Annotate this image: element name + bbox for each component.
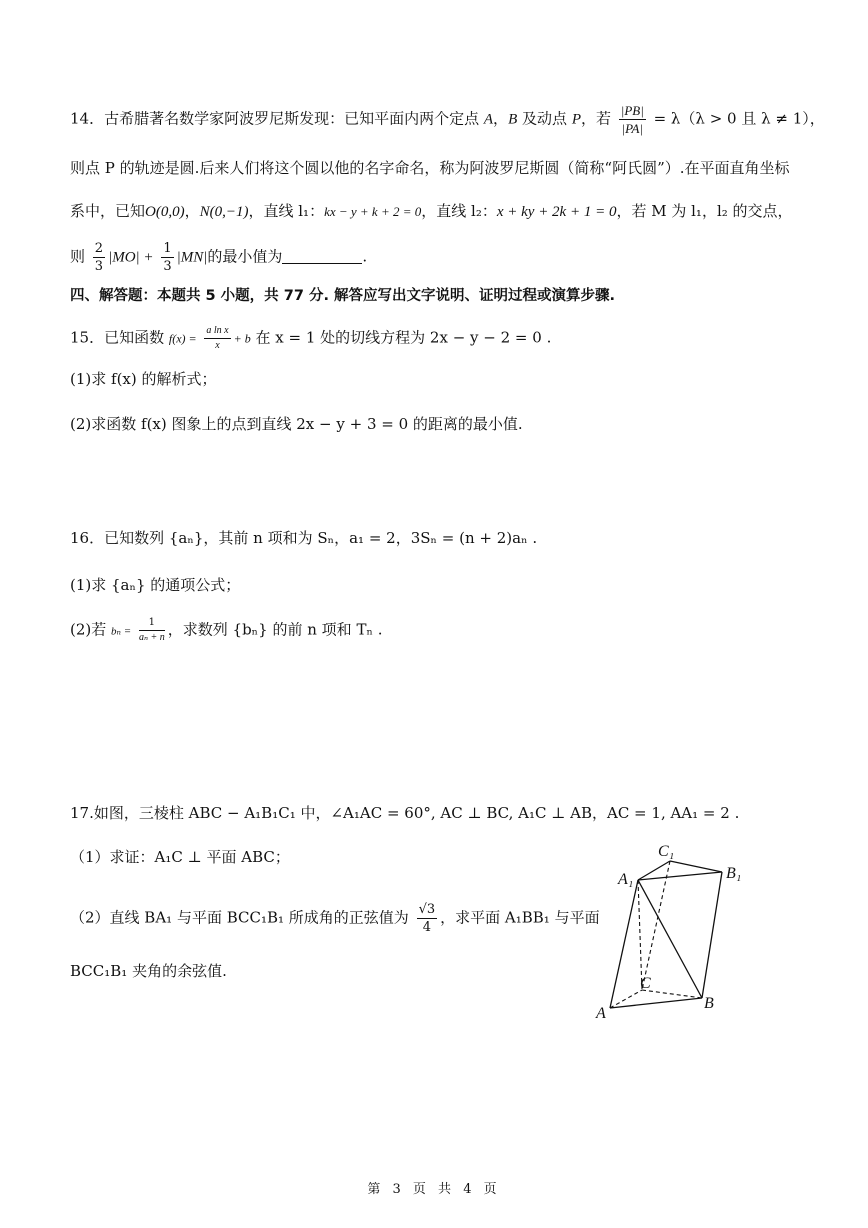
coef-denominator: 3	[163, 259, 172, 274]
q16-text: ，求数列 {bₙ} 的前 n 项和 Tₙ .	[167, 620, 383, 639]
ratio-fraction	[619, 104, 646, 135]
point-p: P	[571, 111, 581, 128]
term-mo: |MO| +	[108, 249, 154, 266]
function-fraction	[204, 326, 230, 351]
q17-intro: 17.如图，三棱柱 ABC − A₁B₁C₁ 中，∠A₁AC = 60°, AC ⊥ BC, A₁C ⊥ AB，AC = 1, AA₁ = 2 .	[70, 804, 740, 822]
q14-text: 则	[70, 247, 86, 266]
q16-intro: 16．已知数列 {aₙ}，其前 n 项和为 Sₙ，a₁ = 2，3Sₙ = (n + 2)aₙ .	[70, 529, 538, 547]
function-denominator: x	[215, 340, 220, 351]
q15-part2: (2)求函数 f(x) 图象上的点到直线 2x − y + 3 = 0 的距离的最小值.	[70, 415, 523, 433]
label-c: C	[640, 975, 651, 992]
line-l1-equation: kx − y + k + 2 = 0	[324, 204, 422, 219]
q17-part2-cont: BCC₁B₁ 夹角的余弦值.	[70, 962, 227, 980]
edge-c1c-hidden	[642, 861, 670, 990]
edge-a1c-hidden	[638, 880, 642, 990]
label-b: B	[704, 995, 714, 1012]
coef-numerator: 2	[94, 241, 104, 256]
q14-text: = λ（λ > 0 且 λ ≠ 1），	[653, 109, 825, 128]
point-n: N(0,−1)	[199, 204, 249, 220]
edge-ab	[610, 998, 702, 1008]
section-header: 四、解答题：本题共 5 小题，共 77 分. 解答应写出文字说明、证明过程或演算步骤.	[70, 288, 616, 304]
q15-text: 15．已知函数	[70, 328, 165, 347]
q15-intro	[70, 326, 551, 351]
q17-part1: （1）求证：A₁C ⊥ 平面 ABC；	[70, 848, 290, 866]
function-lhs: f(x) =	[168, 331, 197, 346]
function-rhs: + b	[233, 331, 251, 346]
sine-fraction	[417, 903, 438, 934]
q14-text: ，直线 l₁：	[248, 202, 325, 220]
q17-part2	[70, 903, 600, 934]
edge-cb-hidden	[642, 990, 702, 998]
q16-text: (2)若	[70, 620, 107, 639]
coef-fraction-1	[93, 242, 105, 273]
point-a: A	[483, 111, 494, 128]
point-o: O(0,0)	[145, 204, 185, 220]
q17-text: ，求平面 A₁BB₁ 与平面	[440, 908, 600, 927]
edge-c1b1	[670, 861, 722, 872]
q14-text: ，直线 l₂：	[421, 202, 497, 220]
coef-numerator: 1	[163, 241, 172, 256]
q14-line-3	[70, 200, 793, 223]
q16-part1: (1)求 {aₙ} 的通项公式；	[70, 576, 241, 594]
label-b1: B₁	[726, 865, 742, 882]
bn-fraction	[139, 618, 165, 643]
sine-numerator: √3	[418, 902, 436, 917]
separator: ，	[493, 109, 509, 128]
prism-figure	[592, 838, 762, 1023]
ratio-numerator: |PB|	[620, 103, 644, 118]
point-b: B	[508, 111, 518, 128]
separator: ，	[184, 202, 200, 220]
coef-denominator: 3	[94, 259, 104, 274]
label-c1: C₁	[658, 843, 675, 860]
q16-part2	[70, 618, 382, 643]
page-footer: 第 3 页 共 4 页	[367, 1182, 501, 1197]
label-a: A	[596, 1005, 606, 1022]
q14-text: 14．古希腊著名数学家阿波罗尼斯发现：已知平面内两个定点	[70, 109, 480, 128]
function-numerator: a ln x	[204, 326, 230, 339]
q14-text: ，若	[580, 109, 611, 128]
label-a1: A₁	[618, 871, 634, 888]
sine-denominator: 4	[422, 920, 431, 935]
edge-b1b	[702, 872, 722, 998]
bn-lhs: bₙ =	[111, 625, 132, 638]
term-mn: |MN|	[176, 249, 208, 266]
q17-text: （2）直线 BA₁ 与平面 BCC₁B₁ 所成角的正弦值为	[70, 908, 409, 927]
q14-line-2: 则点 P 的轨迹是圆.后来人们将这个圆以他的名字命名，称为阿波罗尼斯圆（简称“阿氏圆”）.在平面直角坐标	[70, 159, 790, 177]
edge-a1a	[610, 880, 638, 1008]
answer-blank	[282, 249, 362, 264]
q14-text: 及动点	[522, 109, 568, 128]
q14-text: ，若 M 为 l₁，l₂ 的交点，	[616, 202, 793, 220]
q14-text: 系中，已知	[70, 202, 146, 220]
q14-line-1	[70, 104, 825, 135]
coef-fraction-2	[161, 242, 173, 273]
q14-line-4	[70, 242, 367, 273]
line-l2-equation: x + ky + 2k + 1 = 0	[496, 204, 617, 220]
q14-text: .	[362, 247, 368, 266]
q15-part1: (1)求 f(x) 的解析式；	[70, 370, 217, 388]
bn-denominator: aₙ + n	[138, 632, 165, 643]
ratio-denominator: |PA|	[621, 121, 643, 136]
bn-numerator: 1	[139, 618, 165, 631]
q15-text: 在 x = 1 处的切线方程为 2x − y − 2 = 0 .	[255, 328, 552, 347]
q14-text: 的最小值为	[207, 247, 283, 266]
